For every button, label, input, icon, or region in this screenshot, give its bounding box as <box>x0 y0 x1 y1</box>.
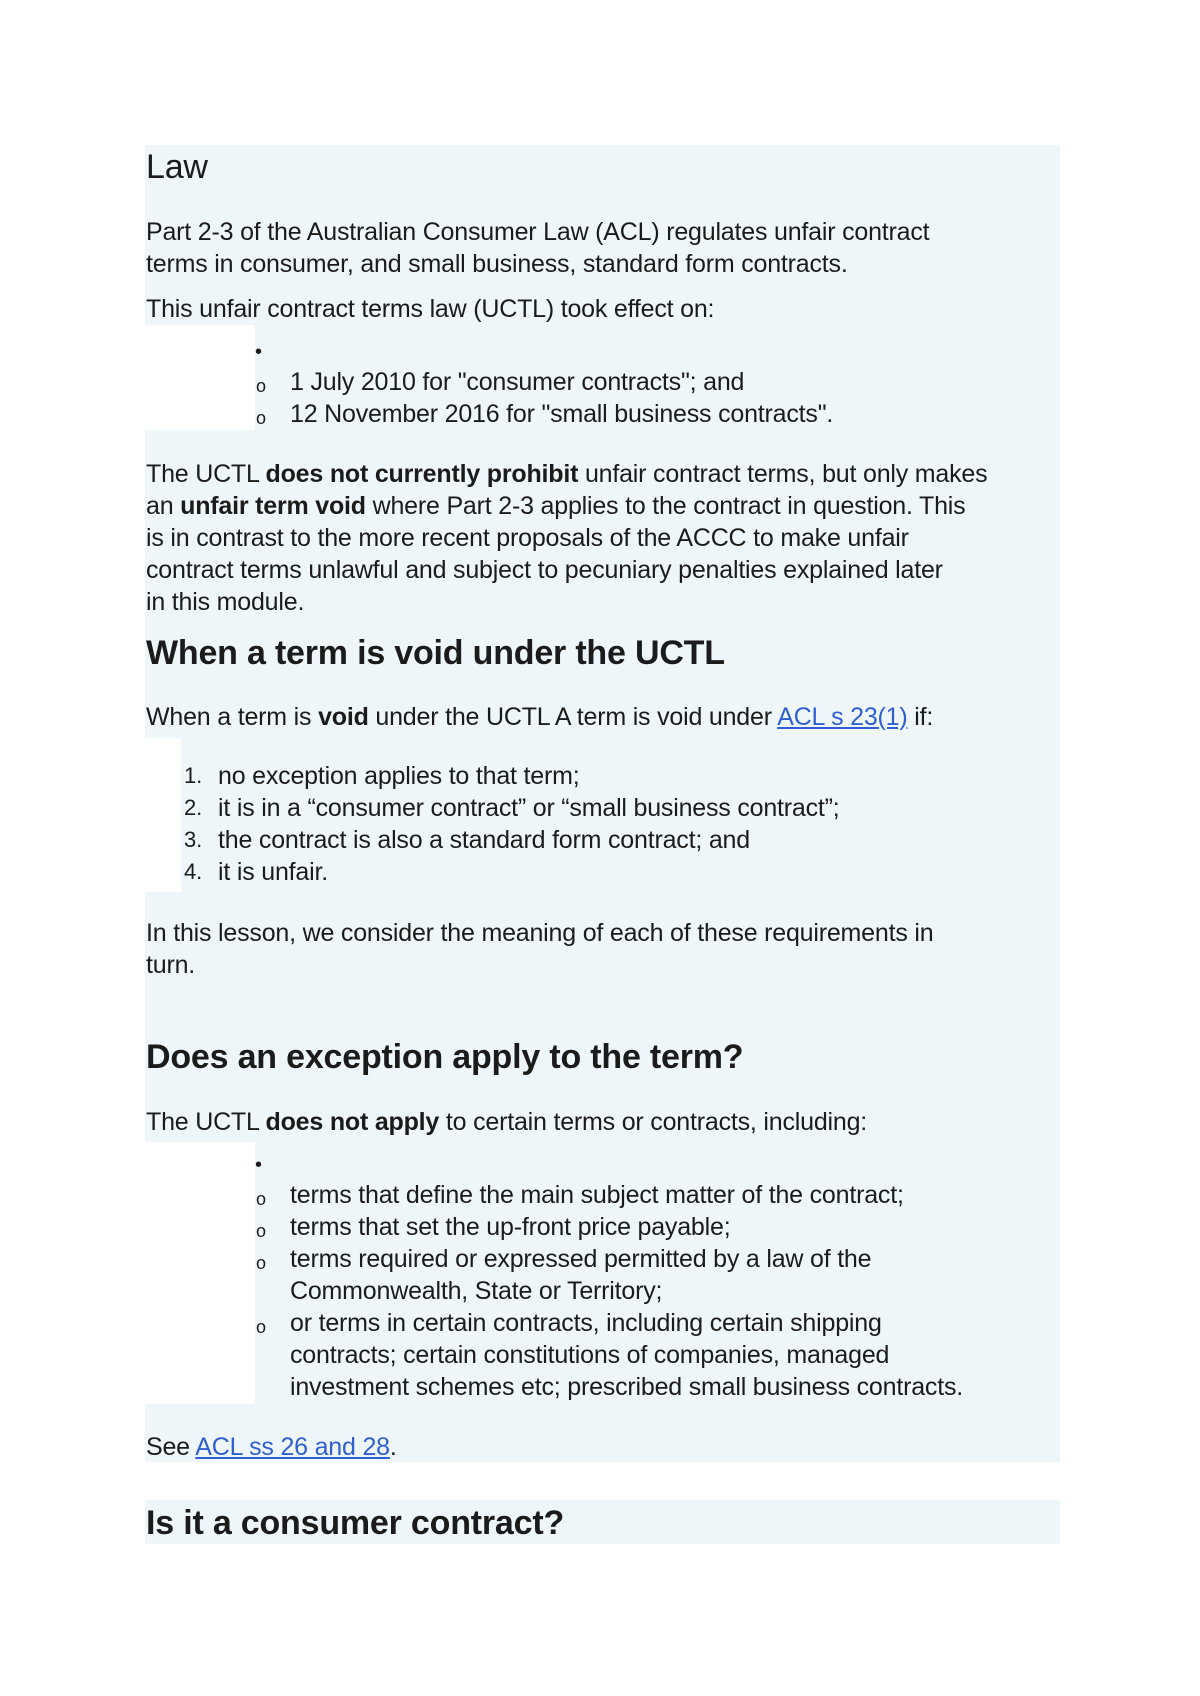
acl-s23-link[interactable]: ACL s 23(1) <box>777 703 908 731</box>
sub-bullet-marker: o <box>256 408 266 428</box>
document-page: Law Part 2-3 of the Australian Consumer Law (ACL) regulates unfair contract terms in consumer, and small business, standard form contracts. This unfair contract terms law (UCTL) took effect on: • o 1 July 2010 for "consumer contracts"; and o 12 November 2016 for "small business contracts". The UCTL does not currently prohibit unfair contract terms, but only makes an unfair term void where Part 2-3 applies to the contract in question. This is in contrast to the more recent proposals of the ACCC to make unfair contract terms unlawful and subject to pecuniary penalties explained later in this module. When a term is void under the UCTL When a term is void under the UCTL A term is void under ACL s 23(1) if: 1. no exception applies to that term; 2. it is in a “consumer contract” or “small business contract”; 3. the contract is also a standard form contract; and 4. it is unfair. In this lesson, we consider the meaning of each of these requirements in turn. Does an exception apply to the term? The UCTL does not apply to certain terms or contracts, including: • o terms that define the main subject matter of the contract; o terms that set the up-front price payable; o terms required or expressed permitted by a law of the Commonwealth, State or Territory; o or terms in certain contracts, including certain shipping contracts; certain constitutions of companies, managed investment schemes etc; prescribed small business contracts. See ACL ss 26 and 28. Is it a consumer contract? <box>0 0 1200 1696</box>
exception-intro: The UCTL does not apply to certain terms or contracts, including: <box>146 1108 868 1136</box>
void-para-line: is in contrast to the more recent proposals of the ACCC to make unfair <box>146 524 909 552</box>
heading-consumer-contract: Is it a consumer contract? <box>146 1504 565 1542</box>
sub-bullet-marker: o <box>256 376 266 396</box>
acl-ss26-28-link[interactable]: ACL ss 26 and 28 <box>195 1433 390 1461</box>
list-item-text: 12 November 2016 for "small business contracts". <box>290 400 834 428</box>
void-para-line: contract terms unlawful and subject to pecuniary penalties explained later <box>146 556 943 584</box>
bullet-marker: • <box>255 1154 263 1176</box>
heading-void: When a term is void under the UCTL <box>146 634 725 672</box>
list-indent-gap <box>145 325 255 430</box>
sub-bullet-marker: o <box>256 1221 266 1241</box>
lesson-para-line: In this lesson, we consider the meaning of each of these requirements in <box>146 919 934 947</box>
list-item-text: 1 July 2010 for "consumer contracts"; and <box>290 368 745 396</box>
lesson-para-line: turn. <box>146 951 196 979</box>
list-indent-gap <box>145 1142 255 1404</box>
effect-intro: This unfair contract terms law (UCTL) took effect on: <box>146 295 715 323</box>
void-para-line: The UCTL does not currently prohibit unfair contract terms, but only makes <box>146 460 988 488</box>
sub-bullet-marker: o <box>256 1317 266 1337</box>
sub-bullet-marker: o <box>256 1189 266 1209</box>
bullet-marker: • <box>255 341 263 363</box>
sub-bullet-marker: o <box>256 1253 266 1273</box>
void-intro: When a term is void under the UCTL A term is void under ACL s 23(1) if: <box>146 703 934 731</box>
void-para-line: an unfair term void where Part 2-3 applies to the contract in question. This <box>146 492 966 520</box>
heading-exception: Does an exception apply to the term? <box>146 1038 744 1076</box>
law-para-line: Part 2-3 of the Australian Consumer Law (ACL) regulates unfair contract <box>146 218 930 246</box>
heading-law: Law <box>146 148 208 186</box>
see-reference: See ACL ss 26 and 28. <box>146 1433 397 1461</box>
law-para-line: terms in consumer, and small business, standard form contracts. <box>146 250 848 278</box>
void-para-line: in this module. <box>146 588 305 616</box>
